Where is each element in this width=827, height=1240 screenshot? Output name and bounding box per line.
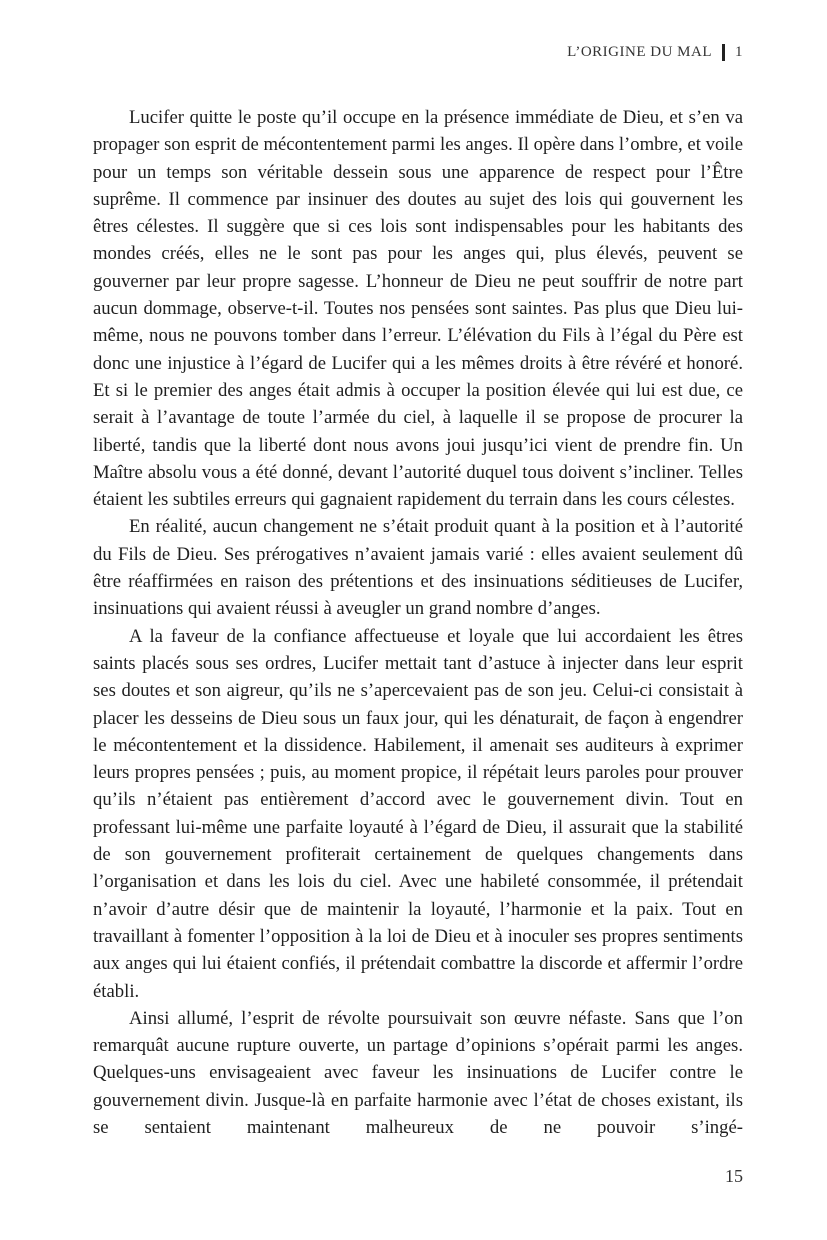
paragraph-2: En réalité, aucun changement ne s’était produit quant à la position et à l’autorité du Fils de Dieu. Ses prérogatives n’avaient jamais varié : elles avaient seulement dû être réaffirmées en raison des prétentions et des insinuations séditieuses de Lucifer, insinuations qui avaient réussi à aveugler un grand nombre d’anges. [93,516,743,620]
paragraph-4: Ainsi allumé, l’esprit de révolte poursuivait son œuvre néfaste. Sans que l’on remarquât aucune rupture ouverte, un partage d’opinions s’opérait parmi les anges. Quelques-uns envisageaient avec faveur les insinuations de Lucifer contre le gouvernement divin. Jusque-là en parfaite harmonie avec l’état de choses existant, ils se sentaient maintenant malheureux de ne pouvoir s’ingé- [93,1007,743,1138]
page-number: 15 [725,1166,743,1186]
body-text [93,104,743,1141]
running-header [567,44,743,61]
paragraph-1: Lucifer quitte le poste qu’il occupe en la présence immédiate de Dieu, et s’en va propager son esprit de mécontentement parmi les anges. Il opère dans l’ombre, et voile pour un temps son véritable dessein sous une apparence de respect pour l’Être suprême. Il commence par insinuer des doutes au sujet des lois qui gouvernent les êtres célestes. Il suggère que si ces lois sont indispensables pour les habitants des mondes créés, elles ne le sont pas pour les anges qui, plus élevés, peuvent se gouverner par leur propre sagesse. L’honneur de Dieu ne peut souffrir de notre part aucun dommage, observe-t-il. Toutes nos pensées sont saintes. Pas plus que Dieu lui-même, nous ne pouvons tomber dans l’erreur. L’élévation du Fils à l’égal du Père est donc une injustice à l’égard de Lucifer qui a les mêmes droits à être révéré et honoré. Et si le premier des anges était admis à occuper la position élevée qui lui est due, ce serait à l’avantage de toute l’armée du ciel, à laquelle il se propose de procurer la liberté, tandis que la liberté dont nous avons joui jusqu’ici vient de prendre fin. Un Maître absolu vous a été donné, devant l’autorité duquel tous doivent s’incliner. Telles étaient les subtiles erreurs qui gagnaient rapidement du terrain dans les cours célestes. [93,107,743,511]
chapter-title: L’ORIGINE DU MAL [567,44,712,60]
header-separator [722,44,725,61]
chapter-number: 1 [735,44,743,60]
paragraph-3: A la faveur de la confiance affectueuse et loyale que lui accordaient les êtres saints placés sous ses ordres, Lucifer mettait tant d’astuce à injecter dans leur esprit ses doutes et son aigreur, qu’ils ne s’apercevaient pas de son jeu. Celui-ci consistait à placer les desseins de Dieu sous un faux jour, qui les dénaturait, de façon à engendrer le mécontentement et la dissidence. Habilement, il amenait ses auditeurs à exprimer leurs propres pensées ; puis, au moment propice, il répétait leurs paroles pour prouver qu’ils n’étaient pas entièrement d’accord avec le gouvernement divin. Tout en professant lui-même une parfaite loyauté à l’égard de Dieu, il assurait que la stabilité de son gouvernement profiterait certainement de quelques changements dans l’organisation et dans les lois du ciel. Avec une habileté consommée, il prétendait n’avoir d’autre désir que de maintenir la loyauté, l’harmonie et la paix. Tout en travaillant à fomenter l’opposition à la loi de Dieu et à inoculer ses propres sentiments aux anges qui lui étaient confiés, il prétendait combattre la discorde et affermir l’ordre établi. [93,625,743,1002]
